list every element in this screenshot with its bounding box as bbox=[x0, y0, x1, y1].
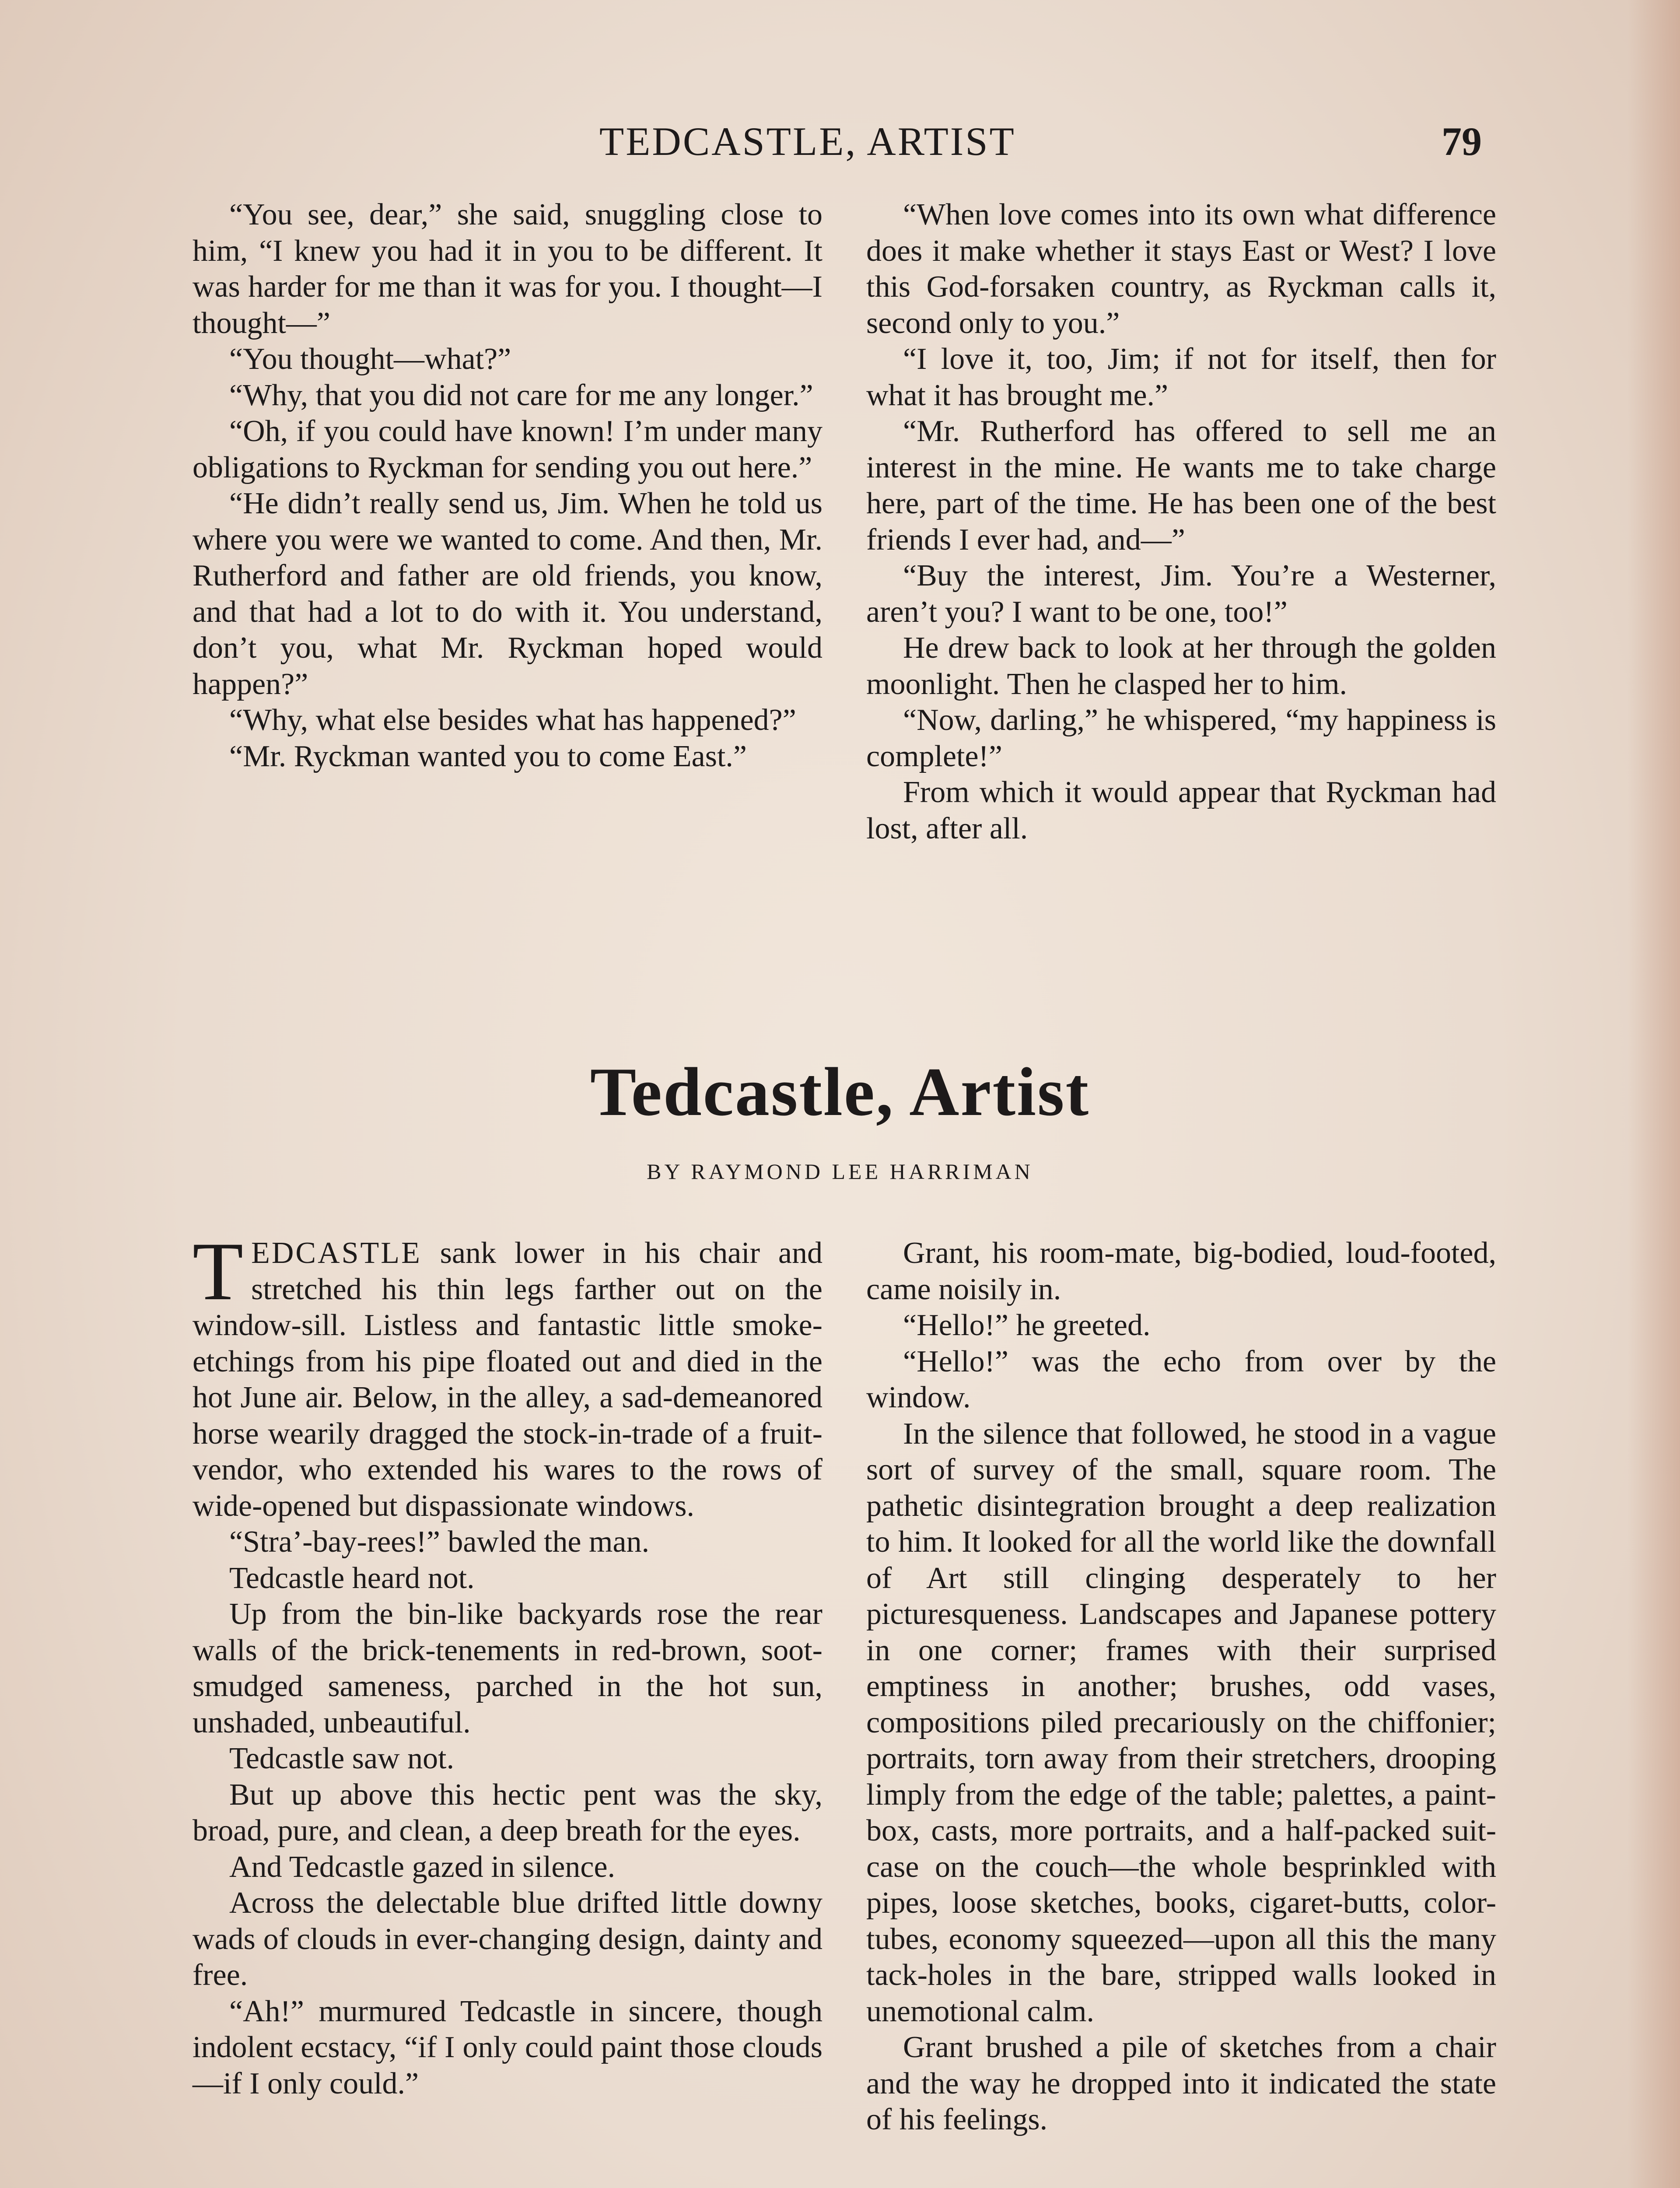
story-title: Tedcastle, Artist bbox=[590, 1054, 1090, 1130]
paragraph: “Now, darling,” he whispered, “my happiness is complete!” bbox=[866, 703, 1496, 773]
paragraph: “Mr. Ryckman wanted you to come East.” bbox=[229, 739, 747, 773]
paragraph: “I love it, too, Jim; if not for itself, then for what it has brought me.” bbox=[866, 342, 1496, 412]
paragraph: Tedcastle heard not. bbox=[229, 1561, 475, 1595]
opening-paragraph bbox=[192, 1226, 822, 1524]
paragraph: But up above this hectic pent was the sky, broad, pure, and clean, a deep breath for the eyes. bbox=[192, 1778, 822, 1848]
paragraph: “Ah!” murmured Tedcastle in sincere, though indolent ecstacy, “if I only could paint those clouds—if I only could.” bbox=[192, 1994, 822, 2100]
paragraph: And Tedcastle gazed in silence. bbox=[229, 1850, 616, 1884]
story-right-column bbox=[866, 1235, 1496, 2138]
drop-cap: T bbox=[192, 1226, 244, 1318]
byline: BY RAYMOND LEE HARRIMAN bbox=[647, 1159, 1033, 1184]
paragraph: Grant brushed a pile of sketches from a chair and the way he dropped into it indicated the state of his feelings. bbox=[866, 2030, 1496, 2136]
paragraph: “Buy the interest, Jim. You’re a Westerner, aren’t you? I want to be one, too!” bbox=[866, 559, 1496, 629]
paragraph: “You thought—what?” bbox=[229, 342, 511, 376]
paragraph: Across the delectable blue drifted little downy wads of clouds in ever-changing design, dainty and free. bbox=[192, 1886, 822, 1992]
previous-story-right-column bbox=[866, 197, 1496, 847]
paragraph: “He didn’t really send us, Jim. When he told us where you were we wanted to come. And then, Mr. Rutherford and father are old friends, you know, and that had a lot to do with it. You understand, don’t you, what Mr. Ryckman hoped would happen?” bbox=[192, 487, 822, 701]
opening-paragraph-text: sank lower in his chair and stretched his thin legs farther out on the window-sill. Listless and fantastic little smoke-etchings from his pipe floated out and died in the hot June air. Below, in the alley, a sad-demeanored horse wearily dragged the stock-in-trade of a fruit-vendor, who extended his wares to the rows of wide-opened but dispassionate windows. bbox=[192, 1236, 822, 1523]
opening-word-caps: EDCASTLE bbox=[251, 1236, 422, 1270]
paragraph: In the silence that followed, he stood in a vague sort of survey of the small, square room. The pathetic disintegration brought a deep realization to him. It looked for all the world like the downfall of Art still clinging desperately to her picturesqueness. Landscapes and Japanese pottery in one corner; frames with their surprised emptiness in another; brushes, odd vases, compositions piled precariously on the chiffonier; portraits, torn away from their stretchers, drooping limply from the edge of the table; palettes, a paint-box, casts, more portraits, and a half-packed suit-case on the couch—the whole besprinkled with pipes, loose sketches, books, cigaret-butts, color-tubes, economy squeezed—upon all this the many tack-holes in the bare, stripped walls looked in unemotional calm. bbox=[866, 1417, 1496, 2028]
paragraph: Tedcastle saw not. bbox=[229, 1742, 455, 1775]
paragraph: “Stra’-bay-rees!” bawled the man. bbox=[229, 1525, 650, 1559]
paragraph: “Why, that you did not care for me any longer.” bbox=[229, 378, 813, 412]
paragraph: He drew back to look at her through the golden moonlight. Then he clasped her to him. bbox=[866, 631, 1496, 701]
paragraph: “Mr. Rutherford has offered to sell me an interest in the mine. He wants me to take charge here, part of the time. He has been one of the best friends I ever had, and—” bbox=[866, 414, 1496, 557]
paragraph: “You see, dear,” she said, snuggling close to him, “I knew you had it in you to be different. It was harder for me than it was for you. I thought—I thought—” bbox=[192, 198, 822, 340]
paragraph: Up from the bin-like backyards rose the rear walls of the brick-tenements in red-brown, soot-smudged sameness, parched in the hot sun, unshaded, unbeautiful. bbox=[192, 1597, 822, 1739]
paragraph: “Oh, if you could have known! I’m under many obligations to Ryckman for sending you out here.” bbox=[192, 414, 822, 484]
previous-story-left-column bbox=[192, 197, 822, 775]
paragraph: From which it would appear that Ryckman had lost, after all. bbox=[866, 775, 1496, 845]
paragraph: “When love comes into its own what difference does it make whether it stays East or West? I love this God-forsaken country, as Ryckman calls it, second only to you.” bbox=[866, 198, 1496, 340]
paragraph: “Hello!” was the echo from over by the window. bbox=[866, 1344, 1496, 1414]
page-number: 79 bbox=[1442, 119, 1482, 164]
running-head: TEDCASTLE, ARTIST bbox=[599, 119, 1016, 164]
paragraph: “Hello!” he greeted. bbox=[903, 1308, 1151, 1342]
story-left-column bbox=[192, 1226, 822, 2102]
paragraph: Grant, his room-mate, big-bodied, loud-footed, came noisily in. bbox=[866, 1236, 1496, 1306]
paragraph: “Why, what else besides what has happened?” bbox=[229, 703, 796, 737]
